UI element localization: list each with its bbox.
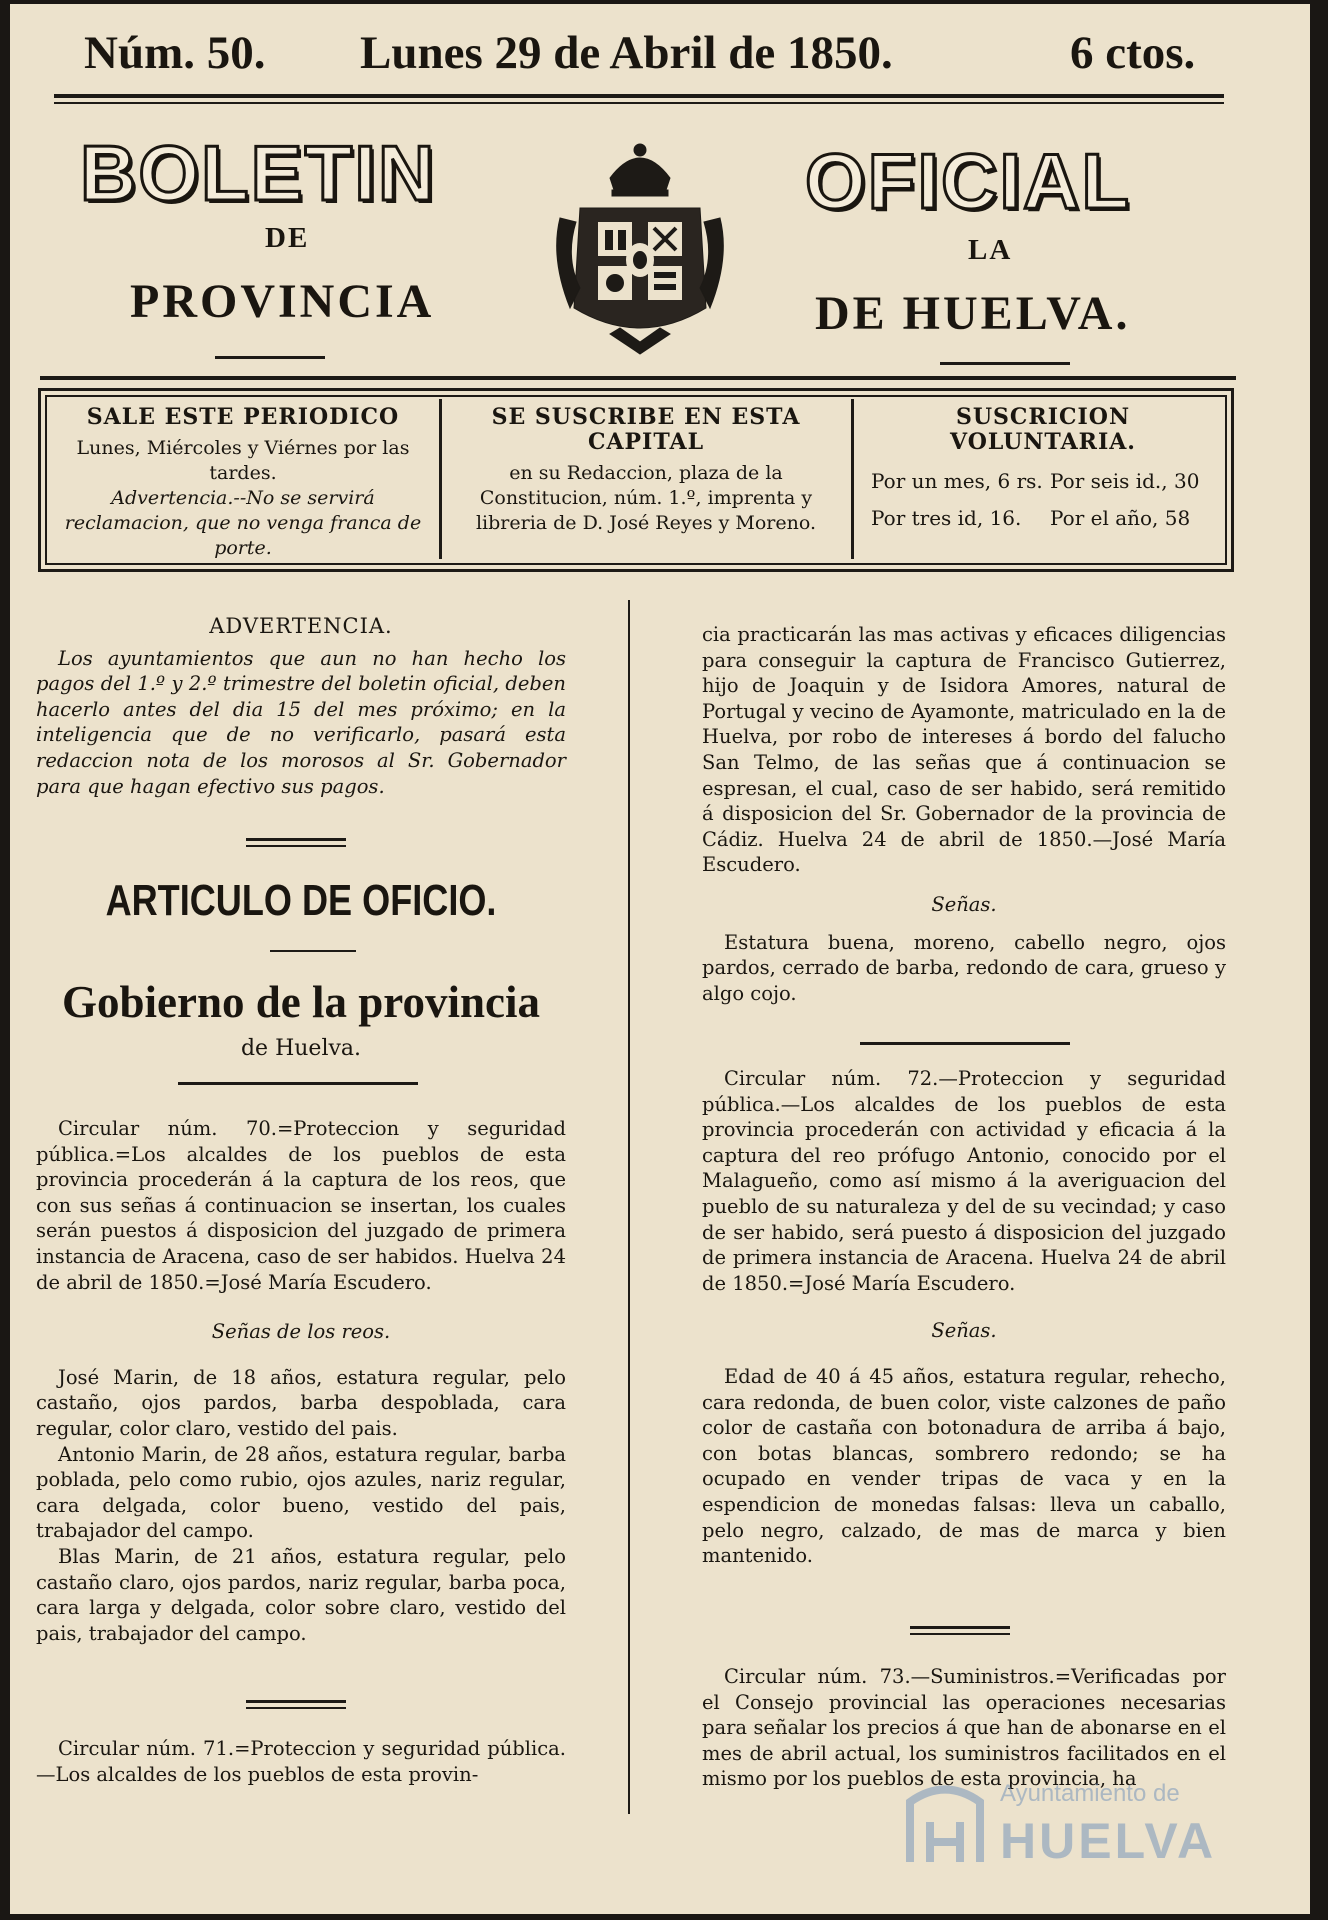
masthead-de-huelva: DE HUELVA.	[815, 287, 1131, 340]
left-column	[36, 614, 566, 799]
info-separator	[439, 399, 442, 559]
reo-antonio-marin: Antonio Marin, de 28 años, estatura regular, barba poblada, pelo como rubio, ojos azules, nariz regular, cara delgada, color bueno, vestido del pais, trabajador del campo.	[36, 1442, 566, 1543]
government-subtitle: de Huelva.	[240, 1036, 362, 1061]
info-separator	[851, 399, 854, 559]
circular-73: Circular núm. 73.—Suministros.=Verificadas por el Consejo provincial las operaciones necesarias para señalar los precios á que han de abonarse en el mes de abril actual, los suministros facilitados en el mismo por los pueblos de esta provincia, ha	[702, 1665, 1226, 1791]
info-rule-top	[40, 376, 1236, 380]
reo-blas-marin: Blas Marin, de 21 años, estatura regular, pelo castaño claro, ojos pardos, nariz regular, barba poca, cara larga y delgada, color sobre claro, vestido del pais, trabajador del campo.	[36, 1544, 566, 1645]
masthead-boletin: BOLETIN	[80, 129, 437, 217]
ayuntamiento-watermark	[900, 1768, 1230, 1888]
schedule-text: Lunes, Miércoles y Viérnes por las tardes.	[76, 437, 410, 484]
divider	[178, 1082, 418, 1085]
masthead-oficial: OFICIAL	[805, 137, 1131, 225]
subscription-info-box	[38, 388, 1234, 572]
huelva-logo-icon	[900, 1772, 990, 1872]
masthead-rule-right	[940, 362, 1070, 365]
masthead-la: LA	[968, 234, 1013, 266]
coat-of-arms-emblem	[550, 138, 730, 358]
circular-71-continuation: cia practicarán las mas activas y eficaces diligencias para conseguir la captura de Francisco Gutierrez, hijo de Joaquin y de Isidora Amores, natural de Portugal y vecino de Ayamonte, matriculado en la de Huelva, por robo de intereses á bordo del falucho San Telmo, de las señas que á continuacion se espresan, el cual, caso de ser habido, será remitido á disposicion del Sr. Gobernador de la provincia de Cádiz. Huelva 24 de abril de 1850.—José María Escudero.	[702, 623, 1226, 877]
subscribe-text: en su Redaccion, plaza de la Constitucion, núm. 1.º, imprenta y libreria de D. José Reyes y Moreno.	[475, 462, 817, 534]
watermark-line1: Ayuntamiento de	[1000, 1780, 1180, 1807]
left-column-body	[36, 1116, 566, 1646]
schedule-title: SALE ESTE PERIODICO	[86, 404, 400, 430]
circular-71: Circular núm. 71.=Proteccion y seguridad pública.—Los alcaldes de los pueblos de esta provin-	[36, 1737, 566, 1786]
circular-70: Circular núm. 70.=Proteccion y seguridad pública.=Los alcaldes de los pueblos de esta provincia procederán á la captura de los reos, que con sus señas á continuacion se insertan, los cuales serán puestos á disposicion del juzgado de primera instancia de Aracena, caso de ser habidos. Huelva 24 de abril de 1850.=José María Escudero.	[36, 1117, 566, 1294]
header-rule-thin	[54, 102, 1224, 104]
watermark-line2: HUELVA	[1000, 1813, 1217, 1869]
description-gutierrez: Estatura buena, moreno, cabello negro, ojos pardos, cerrado de barba, redondo de cara, grueso y algo cojo.	[702, 930, 1226, 1005]
price-one-year: Por el año, 58	[1050, 506, 1191, 530]
schedule-note: Advertencia.--No se servirá reclamacion, que no venga franca de porte.	[64, 487, 422, 559]
right-column-mid	[702, 1066, 1226, 1569]
header-rule	[54, 94, 1224, 98]
info-col-prices	[863, 405, 1223, 555]
divider	[246, 1700, 346, 1709]
price-grid	[863, 469, 1223, 531]
divider	[246, 838, 346, 847]
info-col-subscribe	[451, 405, 841, 555]
masthead-rule-left	[215, 356, 325, 359]
circular-72: Circular núm. 72.—Proteccion y seguridad pública.—Los alcaldes de los pueblos de esta provincia procederán con actividad y eficacia á la captura del reo prófugo Antonio, conocido por el Malagueño, como así mismo á la averiguacion del pueblo de su naturaleza y del de su vecindad; y caso de ser habido, será puesto á disposicion del juzgado de primera instancia de Aracena. Huelva 24 de abril de 1850.=José María Escudero.	[702, 1067, 1226, 1295]
issue-date: Lunes 29 de Abril de 1850.	[360, 27, 893, 79]
advert-text: Los ayuntamientos que aun no han hecho los pagos del 1.º y 2.º trimestre del boletin oficial, deben hacerlo antes del dia 15 del mes próximo; en la inteligencia que de no verificarlo, pasará esta redaccion nota de los morosos al Sr. Gobernador para que hagan efectivo sus pagos.	[36, 646, 566, 798]
senas-reos-heading: Señas de los reos.	[211, 1320, 391, 1344]
subscribe-title: SE SUSCRIBE EN ESTA CAPITAL	[491, 404, 801, 455]
price-six-months: Por seis id., 30	[1050, 469, 1200, 493]
description-malagueno: Edad de 40 á 45 años, estatura regular, rehecho, cara redonda, de buen color, viste calzones de paño color de castaña con botonadura de arriba á bajo, con botas blancas, sombrero redondo; se ha ocupado en vender tripas de vaca y en la espendicion de monedas falsas: lleva un caballo, pelo negro, calzado, de mas de marca y bien mantenido.	[702, 1364, 1226, 1568]
masthead-de: DE	[265, 222, 310, 254]
senas-heading-2: Señas.	[931, 1319, 997, 1343]
info-col-schedule	[57, 404, 429, 559]
price-one-month: Por un mes, 6 rs.	[871, 469, 1043, 493]
column-divider	[628, 600, 630, 1814]
masthead-provincia: PROVINCIA	[130, 275, 435, 328]
issue-price: 6 ctos.	[1070, 27, 1196, 79]
dateline	[70, 26, 1230, 86]
government-title: Gobierno de la provincia	[62, 977, 540, 1027]
divider	[910, 1626, 1010, 1635]
section-title: ARTICULO DE OFICIO.	[105, 876, 497, 925]
right-column	[702, 622, 1226, 1006]
newspaper-page	[10, 4, 1310, 1914]
left-column-end	[36, 1736, 566, 1787]
reo-jose-marin: José Marin, de 18 años, estatura regular, pelo castaño, ojos pardos, barba despoblada, cara regular, color claro, vestido del pais.	[36, 1365, 566, 1440]
price-three-months: Por tres id, 16.	[871, 506, 1022, 530]
advert-title: ADVERTENCIA.	[209, 614, 393, 638]
ornament-rule	[270, 950, 356, 952]
issue-number: Núm. 50.	[84, 27, 266, 79]
divider	[860, 1042, 1070, 1045]
senas-heading: Señas.	[931, 892, 997, 916]
prices-title: SUSCRICION VOLUNTARIA.	[950, 404, 1136, 455]
